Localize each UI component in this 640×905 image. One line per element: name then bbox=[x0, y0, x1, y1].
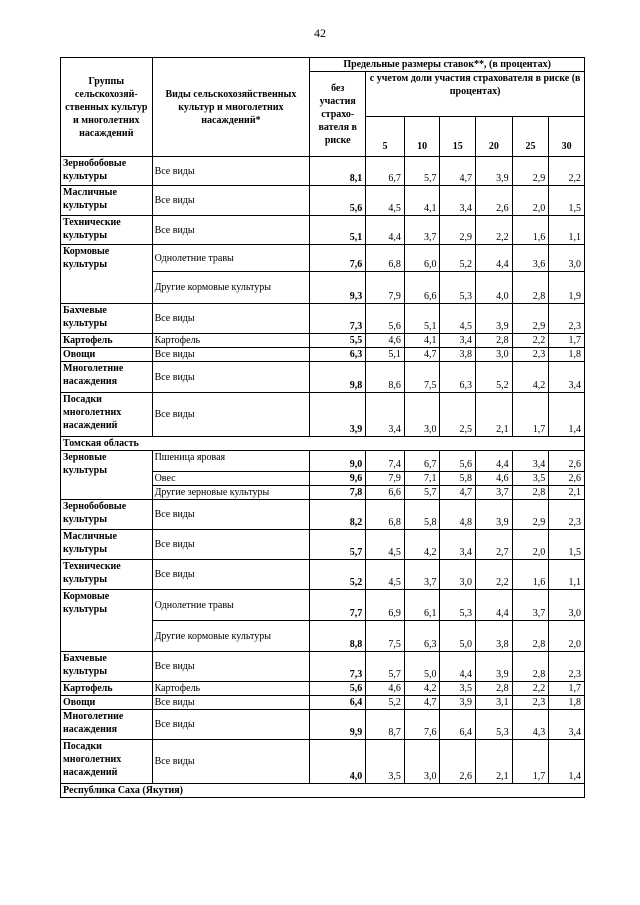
rate-share-30: 2,3 bbox=[549, 500, 585, 530]
rate-share-30: 2,3 bbox=[549, 304, 585, 334]
rate-share-15: 6,4 bbox=[440, 710, 476, 740]
rate-no-participation: 5,7 bbox=[310, 530, 366, 560]
rate-share-20: 3,0 bbox=[476, 348, 513, 362]
rate-share-10: 3,7 bbox=[404, 216, 440, 245]
rate-share-15: 6,3 bbox=[440, 362, 476, 393]
rate-share-30: 2,6 bbox=[549, 451, 585, 472]
rate-share-15: 3,4 bbox=[440, 334, 476, 348]
rate-share-30: 2,2 bbox=[549, 157, 585, 186]
rate-share-10: 4,1 bbox=[404, 334, 440, 348]
rate-share-30: 1,7 bbox=[549, 334, 585, 348]
rate-share-5: 7,5 bbox=[366, 621, 405, 652]
rate-no-participation: 7,7 bbox=[310, 590, 366, 621]
rate-share-30: 1,4 bbox=[549, 393, 585, 437]
rate-share-5: 4,6 bbox=[366, 682, 405, 696]
rate-no-participation: 4,0 bbox=[310, 740, 366, 784]
rate-share-30: 2,3 bbox=[549, 652, 585, 682]
table-row bbox=[61, 682, 585, 696]
crop-kind: Однолетние травы bbox=[152, 245, 310, 272]
rate-share-20: 3,1 bbox=[476, 696, 513, 710]
rate-share-15: 3,5 bbox=[440, 682, 476, 696]
table-row bbox=[61, 186, 585, 216]
group-name: Масличные культуры bbox=[61, 186, 153, 216]
rate-no-participation: 5,1 bbox=[310, 216, 366, 245]
crop-kind: Все виды bbox=[152, 530, 310, 560]
rate-share-5: 3,5 bbox=[366, 740, 405, 784]
header-share-20: 20 bbox=[476, 117, 513, 157]
rate-share-25: 2,0 bbox=[512, 530, 549, 560]
rate-no-participation: 7,8 bbox=[310, 486, 366, 500]
region-name: Республика Саха (Якутия) bbox=[61, 784, 585, 798]
crop-kind: Другие кормовые культуры bbox=[152, 272, 310, 304]
rate-share-25: 2,0 bbox=[512, 186, 549, 216]
rate-no-participation: 9,9 bbox=[310, 710, 366, 740]
table-row bbox=[61, 157, 585, 186]
rate-share-20: 3,7 bbox=[476, 486, 513, 500]
rate-share-25: 3,6 bbox=[512, 245, 549, 272]
rate-share-10: 3,0 bbox=[404, 393, 440, 437]
group-name: Кормовые культуры bbox=[61, 590, 153, 652]
rate-share-10: 6,7 bbox=[404, 451, 440, 472]
rate-share-20: 2,2 bbox=[476, 560, 513, 590]
rate-share-10: 6,0 bbox=[404, 245, 440, 272]
rate-share-15: 5,6 bbox=[440, 451, 476, 472]
rate-share-20: 4,0 bbox=[476, 272, 513, 304]
rate-no-participation: 3,9 bbox=[310, 393, 366, 437]
rate-share-10: 5,8 bbox=[404, 500, 440, 530]
rate-share-25: 2,8 bbox=[512, 272, 549, 304]
group-name: Посадки многолетних насаждений bbox=[61, 393, 153, 437]
table-row bbox=[61, 500, 585, 530]
rate-share-20: 4,4 bbox=[476, 451, 513, 472]
group-name: Бахчевые культуры bbox=[61, 304, 153, 334]
rate-share-30: 1,7 bbox=[549, 682, 585, 696]
rate-share-25: 2,9 bbox=[512, 304, 549, 334]
rate-no-participation: 6,3 bbox=[310, 348, 366, 362]
header-share-30: 30 bbox=[549, 117, 585, 157]
crop-kind: Все виды bbox=[152, 216, 310, 245]
rate-share-10: 7,6 bbox=[404, 710, 440, 740]
rate-share-15: 4,7 bbox=[440, 486, 476, 500]
rate-no-participation: 9,8 bbox=[310, 362, 366, 393]
rate-share-25: 4,2 bbox=[512, 362, 549, 393]
group-name: Многолетние насаждения bbox=[61, 362, 153, 393]
rate-no-participation: 5,2 bbox=[310, 560, 366, 590]
group-name: Зернобобовые культуры bbox=[61, 500, 153, 530]
rate-share-15: 3,8 bbox=[440, 348, 476, 362]
rate-share-5: 5,1 bbox=[366, 348, 405, 362]
rate-share-15: 5,3 bbox=[440, 590, 476, 621]
rate-share-30: 1,5 bbox=[549, 530, 585, 560]
table-body bbox=[61, 157, 585, 798]
header-share-5: 5 bbox=[366, 117, 405, 157]
crop-kind: Все виды bbox=[152, 710, 310, 740]
rate-share-25: 2,8 bbox=[512, 486, 549, 500]
table-row bbox=[61, 334, 585, 348]
rate-share-15: 2,5 bbox=[440, 393, 476, 437]
rate-share-30: 3,4 bbox=[549, 362, 585, 393]
rate-share-25: 1,7 bbox=[512, 740, 549, 784]
rate-share-25: 2,3 bbox=[512, 348, 549, 362]
rate-share-10: 5,1 bbox=[404, 304, 440, 334]
rate-share-10: 5,7 bbox=[404, 157, 440, 186]
crop-kind: Все виды bbox=[152, 186, 310, 216]
table-row bbox=[61, 590, 585, 621]
group-name: Кормовые культуры bbox=[61, 245, 153, 304]
rate-share-10: 4,7 bbox=[404, 696, 440, 710]
rate-share-20: 3,8 bbox=[476, 621, 513, 652]
rate-share-15: 4,4 bbox=[440, 652, 476, 682]
rate-share-25: 3,7 bbox=[512, 590, 549, 621]
rate-share-25: 4,3 bbox=[512, 710, 549, 740]
header-share-10: 10 bbox=[404, 117, 440, 157]
rate-share-20: 2,6 bbox=[476, 186, 513, 216]
rate-share-20: 3,9 bbox=[476, 157, 513, 186]
rate-share-5: 5,6 bbox=[366, 304, 405, 334]
header-kind-column: Виды сельскохозяйственных культур и многолетних насаждений* bbox=[152, 58, 310, 157]
rate-share-5: 6,8 bbox=[366, 500, 405, 530]
rate-share-25: 2,8 bbox=[512, 621, 549, 652]
rate-no-participation: 9,3 bbox=[310, 272, 366, 304]
rate-share-20: 5,2 bbox=[476, 362, 513, 393]
rate-share-25: 2,9 bbox=[512, 500, 549, 530]
header-share-25: 25 bbox=[512, 117, 549, 157]
rate-share-10: 5,0 bbox=[404, 652, 440, 682]
rate-share-15: 2,9 bbox=[440, 216, 476, 245]
rate-share-5: 6,6 bbox=[366, 486, 405, 500]
rate-share-15: 3,0 bbox=[440, 560, 476, 590]
crop-kind: Все виды bbox=[152, 740, 310, 784]
crop-kind: Все виды bbox=[152, 560, 310, 590]
crop-kind: Овес bbox=[152, 472, 310, 486]
table-header bbox=[61, 58, 585, 157]
table-row bbox=[61, 652, 585, 682]
crop-kind: Все виды bbox=[152, 500, 310, 530]
rate-no-participation: 5,6 bbox=[310, 682, 366, 696]
rate-no-participation: 8,1 bbox=[310, 157, 366, 186]
rate-share-25: 1,7 bbox=[512, 393, 549, 437]
rate-share-5: 4,4 bbox=[366, 216, 405, 245]
rate-share-30: 3,0 bbox=[549, 590, 585, 621]
rate-share-30: 1,5 bbox=[549, 186, 585, 216]
group-name: Технические культуры bbox=[61, 216, 153, 245]
rate-share-5: 7,9 bbox=[366, 272, 405, 304]
rate-no-participation: 7,3 bbox=[310, 652, 366, 682]
rate-share-10: 4,2 bbox=[404, 682, 440, 696]
rate-share-30: 1,9 bbox=[549, 272, 585, 304]
group-name: Зернобобовые культуры bbox=[61, 157, 153, 186]
header-share-15: 15 bbox=[440, 117, 476, 157]
rate-share-10: 6,6 bbox=[404, 272, 440, 304]
rate-share-25: 1,6 bbox=[512, 560, 549, 590]
rate-share-25: 2,8 bbox=[512, 652, 549, 682]
crop-kind: Пшеница яровая bbox=[152, 451, 310, 472]
rate-no-participation: 5,6 bbox=[310, 186, 366, 216]
rate-share-25: 3,4 bbox=[512, 451, 549, 472]
rate-share-30: 2,1 bbox=[549, 486, 585, 500]
rate-share-15: 4,5 bbox=[440, 304, 476, 334]
crop-kind: Картофель bbox=[152, 682, 310, 696]
region-row bbox=[61, 437, 585, 451]
rate-share-15: 3,9 bbox=[440, 696, 476, 710]
rate-share-5: 7,9 bbox=[366, 472, 405, 486]
rate-share-15: 5,3 bbox=[440, 272, 476, 304]
rate-share-10: 3,0 bbox=[404, 740, 440, 784]
rate-share-20: 4,4 bbox=[476, 245, 513, 272]
crop-kind: Все виды bbox=[152, 362, 310, 393]
header-with-share: с учетом доли участия страхователя в риске (в процентах) bbox=[366, 72, 585, 117]
rate-share-15: 2,6 bbox=[440, 740, 476, 784]
rate-share-30: 3,4 bbox=[549, 710, 585, 740]
table-row bbox=[61, 304, 585, 334]
group-name: Бахчевые культуры bbox=[61, 652, 153, 682]
crop-kind: Однолетние травы bbox=[152, 590, 310, 621]
rate-share-25: 1,6 bbox=[512, 216, 549, 245]
rate-share-20: 2,1 bbox=[476, 393, 513, 437]
rate-share-5: 4,5 bbox=[366, 186, 405, 216]
rate-share-15: 5,8 bbox=[440, 472, 476, 486]
rate-share-10: 6,3 bbox=[404, 621, 440, 652]
table-row bbox=[61, 245, 585, 272]
rate-share-25: 2,2 bbox=[512, 682, 549, 696]
table-row bbox=[61, 451, 585, 472]
rate-no-participation: 8,2 bbox=[310, 500, 366, 530]
rate-share-5: 6,9 bbox=[366, 590, 405, 621]
rate-no-participation: 6,4 bbox=[310, 696, 366, 710]
rate-share-30: 1,8 bbox=[549, 348, 585, 362]
group-name: Многолетние насаждения bbox=[61, 710, 153, 740]
crop-kind: Другие кормовые культуры bbox=[152, 621, 310, 652]
rate-share-5: 5,7 bbox=[366, 652, 405, 682]
group-name: Картофель bbox=[61, 334, 153, 348]
rate-share-10: 7,1 bbox=[404, 472, 440, 486]
rate-share-20: 4,6 bbox=[476, 472, 513, 486]
rate-share-10: 4,7 bbox=[404, 348, 440, 362]
crop-kind: Картофель bbox=[152, 334, 310, 348]
rate-share-10: 4,2 bbox=[404, 530, 440, 560]
table-row bbox=[61, 530, 585, 560]
rate-share-5: 4,6 bbox=[366, 334, 405, 348]
table-row bbox=[61, 560, 585, 590]
header-limit-title: Предельные размеры ставок**, (в процентах) bbox=[310, 58, 585, 72]
rate-share-5: 6,8 bbox=[366, 245, 405, 272]
rate-no-participation: 7,3 bbox=[310, 304, 366, 334]
rate-share-5: 5,2 bbox=[366, 696, 405, 710]
table-row bbox=[61, 362, 585, 393]
rate-share-25: 2,3 bbox=[512, 696, 549, 710]
table-row bbox=[61, 393, 585, 437]
page-number: 42 bbox=[314, 26, 326, 40]
rate-no-participation: 5,5 bbox=[310, 334, 366, 348]
crop-kind: Все виды bbox=[152, 393, 310, 437]
insurance-rates-table bbox=[60, 57, 585, 798]
rate-share-15: 5,2 bbox=[440, 245, 476, 272]
rate-share-25: 2,2 bbox=[512, 334, 549, 348]
rate-share-15: 3,4 bbox=[440, 186, 476, 216]
group-name: Картофель bbox=[61, 682, 153, 696]
rate-share-30: 2,6 bbox=[549, 472, 585, 486]
rate-share-20: 3,9 bbox=[476, 500, 513, 530]
rate-share-5: 8,7 bbox=[366, 710, 405, 740]
group-name: Технические культуры bbox=[61, 560, 153, 590]
crop-kind: Все виды bbox=[152, 304, 310, 334]
rate-share-5: 3,4 bbox=[366, 393, 405, 437]
table-row bbox=[61, 696, 585, 710]
rate-share-5: 4,5 bbox=[366, 530, 405, 560]
rate-no-participation: 9,0 bbox=[310, 451, 366, 472]
rate-share-5: 4,5 bbox=[366, 560, 405, 590]
group-name: Масличные культуры bbox=[61, 530, 153, 560]
rate-share-20: 2,2 bbox=[476, 216, 513, 245]
rate-share-20: 2,1 bbox=[476, 740, 513, 784]
group-name: Овощи bbox=[61, 348, 153, 362]
table-row bbox=[61, 348, 585, 362]
rate-share-15: 4,7 bbox=[440, 157, 476, 186]
rate-no-participation: 8,8 bbox=[310, 621, 366, 652]
rate-share-10: 6,1 bbox=[404, 590, 440, 621]
rate-share-15: 3,4 bbox=[440, 530, 476, 560]
region-row bbox=[61, 784, 585, 798]
group-name: Зерновые культуры bbox=[61, 451, 153, 500]
group-name: Овощи bbox=[61, 696, 153, 710]
crop-kind: Все виды bbox=[152, 348, 310, 362]
rate-share-10: 3,7 bbox=[404, 560, 440, 590]
table-row bbox=[61, 710, 585, 740]
rate-share-10: 5,7 bbox=[404, 486, 440, 500]
rate-share-20: 2,8 bbox=[476, 682, 513, 696]
rate-share-30: 3,0 bbox=[549, 245, 585, 272]
rate-share-25: 2,9 bbox=[512, 157, 549, 186]
crop-kind: Другие зерновые культуры bbox=[152, 486, 310, 500]
rate-share-5: 6,7 bbox=[366, 157, 405, 186]
rate-share-30: 2,0 bbox=[549, 621, 585, 652]
crop-kind: Все виды bbox=[152, 696, 310, 710]
rate-share-15: 5,0 bbox=[440, 621, 476, 652]
rate-share-10: 4,1 bbox=[404, 186, 440, 216]
crop-kind: Все виды bbox=[152, 652, 310, 682]
rate-share-30: 1,8 bbox=[549, 696, 585, 710]
rate-share-20: 3,9 bbox=[476, 304, 513, 334]
header-group-column: Группы сельскохозяй-ственных культур и многолетних насаждений bbox=[61, 58, 153, 157]
rate-share-20: 3,9 bbox=[476, 652, 513, 682]
rate-share-5: 8,6 bbox=[366, 362, 405, 393]
rate-share-30: 1,4 bbox=[549, 740, 585, 784]
rate-share-20: 4,4 bbox=[476, 590, 513, 621]
rate-share-20: 5,3 bbox=[476, 710, 513, 740]
rate-no-participation: 7,6 bbox=[310, 245, 366, 272]
rate-share-30: 1,1 bbox=[549, 216, 585, 245]
rate-share-10: 7,5 bbox=[404, 362, 440, 393]
rate-share-20: 2,8 bbox=[476, 334, 513, 348]
region-name: Томская область bbox=[61, 437, 585, 451]
rate-share-25: 3,5 bbox=[512, 472, 549, 486]
rate-no-participation: 9,6 bbox=[310, 472, 366, 486]
rate-share-20: 2,7 bbox=[476, 530, 513, 560]
header-no-participation: без участия страхо-вателя в риске bbox=[310, 72, 366, 157]
table-row bbox=[61, 740, 585, 784]
rate-share-15: 4,8 bbox=[440, 500, 476, 530]
rate-share-5: 7,4 bbox=[366, 451, 405, 472]
crop-kind: Все виды bbox=[152, 157, 310, 186]
group-name: Посадки многолетних насаждений bbox=[61, 740, 153, 784]
table-row bbox=[61, 216, 585, 245]
rate-share-30: 1,1 bbox=[549, 560, 585, 590]
